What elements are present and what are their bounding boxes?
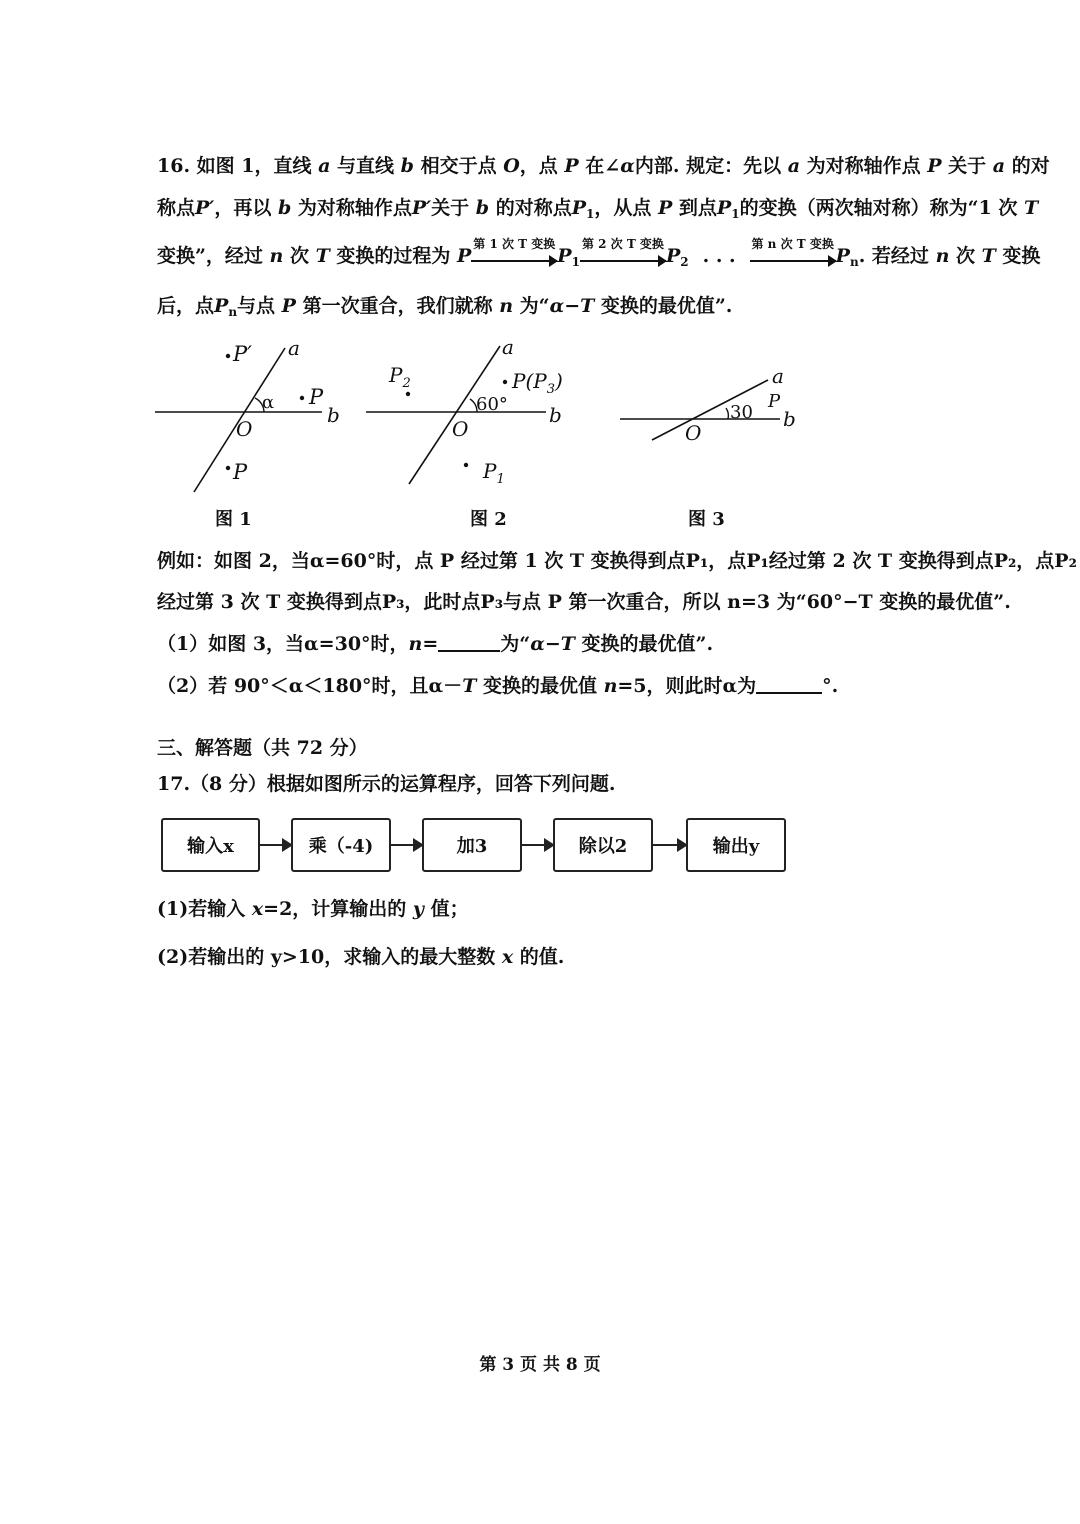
point-p1: [464, 463, 468, 467]
var-n: n: [603, 675, 618, 697]
flow-input-box: 输入x: [161, 818, 260, 872]
var-O: O: [503, 155, 520, 177]
text: 称点: [157, 197, 196, 219]
flow-multiply-box: 乘（-4): [291, 818, 391, 872]
label-o: O: [685, 421, 702, 445]
text: 为“: [513, 295, 550, 317]
text: 变换的过程为: [329, 245, 457, 267]
label-pprime: P′: [233, 342, 252, 366]
label-p: P: [309, 385, 324, 409]
var-T: T: [315, 245, 330, 267]
text: 为对称轴作点: [291, 197, 412, 219]
text: 关于: [941, 155, 993, 177]
var-x: x: [251, 898, 264, 920]
label-a: a: [288, 336, 300, 360]
subscript: 2: [680, 255, 689, 269]
text: 的对: [1005, 155, 1050, 177]
answer-blank[interactable]: [438, 632, 500, 652]
var-alpha: α: [620, 155, 635, 177]
subscript: 1: [731, 207, 740, 221]
q17-part-1: [157, 897, 469, 921]
var-P: P: [281, 295, 296, 317]
var-P: P: [927, 155, 942, 177]
point-p: [503, 380, 507, 384]
var-alpha-T: α−T: [530, 633, 575, 655]
arrow-right-icon: [580, 260, 666, 262]
var-P: P: [564, 155, 579, 177]
ellipsis: . . .: [702, 245, 736, 267]
text: . 若经过: [858, 245, 936, 267]
var-T: T: [1023, 197, 1039, 219]
label-p: P: [768, 391, 781, 412]
transform-step-2: [580, 237, 666, 274]
var-a: a: [318, 155, 331, 177]
text: 次: [949, 245, 982, 267]
q17-part-2: [157, 945, 564, 969]
figure-3: [620, 364, 796, 445]
var-b: b: [277, 197, 292, 219]
text: 后，点: [157, 295, 215, 317]
label-p2: $P_2$: [389, 363, 411, 391]
var-x: x: [501, 946, 514, 968]
arrow-right-icon: [391, 844, 422, 846]
q16-line-1: [157, 154, 1050, 178]
label-alpha: α: [262, 392, 275, 413]
text: 的值.: [513, 946, 565, 968]
page-number: 第 3 页 共 8 页: [479, 1355, 601, 1375]
text: 关于: [431, 197, 476, 219]
var-P1: P: [571, 197, 586, 219]
var-Pn: P: [835, 245, 850, 267]
point-pprime: [226, 354, 230, 358]
q17-stem: 17.（8 分）根据如图所示的运算程序，回答下列问题.: [157, 773, 616, 795]
text: 值；: [423, 898, 469, 920]
label-b: b: [549, 403, 562, 427]
text: =5，则此时α为: [617, 675, 757, 697]
arrow-right-icon: [260, 844, 291, 846]
label-60: 60°: [476, 394, 508, 415]
text: ，再以: [214, 197, 278, 219]
var-P: P: [657, 197, 673, 219]
text: 变换的最优值: [476, 675, 604, 697]
example-line-1: 例如：如图 2，当α=60°时，点 P 经过第 1 次 T 变换得到点P₁，点P₁经过第 2 次 T 变换得到点P₂，点P₂: [157, 550, 1077, 572]
text: 16. 如图 1，直线: [157, 155, 319, 177]
text: 变换: [995, 245, 1041, 267]
label-p-p3: $P(P_3)$: [512, 369, 563, 397]
label-a: a: [772, 364, 784, 388]
var-n: n: [499, 295, 514, 317]
step-label: 第 2 次 T 变换: [581, 237, 664, 251]
text: 内部. 规定：先以: [634, 155, 788, 177]
text: 变换”，经过: [157, 245, 270, 267]
transform-step-n: [750, 237, 836, 274]
flow-add-box: 加3: [422, 818, 522, 872]
step-label: 第 n 次 T 变换: [751, 237, 834, 251]
flow-divide-box: 除以2: [553, 818, 653, 872]
text: 变换的最优值”.: [574, 633, 714, 655]
label-b: b: [783, 407, 796, 431]
var-Pn: P: [214, 295, 229, 317]
arrow-right-icon: [522, 844, 553, 846]
var-P1: P: [557, 245, 572, 267]
var-P1: P: [716, 197, 732, 219]
var-n: n: [935, 245, 950, 267]
text: °.: [822, 675, 839, 697]
arrow-right-icon: [471, 260, 557, 262]
label-o: O: [452, 417, 469, 441]
section-3-title: 三、解答题（共 72 分）: [157, 737, 368, 759]
point-p: [300, 396, 304, 400]
geometry-figures: [0, 330, 1080, 500]
text: （2）若 90°＜α＜180°时，且α－: [157, 675, 463, 697]
var-T: T: [462, 675, 477, 697]
text: =2，计算输出的: [263, 898, 413, 920]
q16-part-2: [157, 674, 838, 698]
text: 变换的最优值”.: [594, 295, 733, 317]
q16-part-1: [157, 632, 713, 656]
answer-blank[interactable]: [756, 674, 822, 694]
angle-arc: [726, 408, 728, 419]
q16-line-3: [157, 237, 1041, 274]
figure-1-caption: 图 1: [215, 509, 252, 530]
label-a: a: [502, 335, 514, 359]
text: 次: [283, 245, 316, 267]
step-label: 第 1 次 T 变换: [473, 237, 556, 251]
var-y: y: [412, 898, 424, 920]
q16-line-4: [157, 294, 732, 324]
text: ，点: [519, 155, 565, 177]
var-n: n: [408, 633, 423, 655]
text: 在∠: [578, 155, 621, 177]
var-b: b: [400, 155, 414, 177]
text: (2)若输出的 y>10，求输入的最大整数: [157, 946, 502, 968]
var-a: a: [992, 155, 1006, 177]
flow-output-box: 输出y: [686, 818, 786, 872]
subscript: n: [849, 255, 859, 269]
label-p-reflect: P: [233, 460, 248, 484]
text: 为“: [500, 633, 531, 655]
text: (1)若输入: [157, 898, 252, 920]
example-line-2: 经过第 3 次 T 变换得到点P₃，此时点P₃与点 P 第一次重合，所以 n=3 为“60°−T 变换的最优值”.: [157, 591, 1011, 613]
var-Pprime: P′: [195, 197, 215, 219]
var-P2: P: [665, 245, 681, 267]
subscript: 1: [586, 207, 595, 221]
text: 相交于点: [413, 155, 504, 177]
text: ，从点: [594, 197, 658, 219]
figure-2-caption: 图 2: [470, 509, 507, 530]
point-p2: [406, 392, 410, 396]
var-n: n: [269, 245, 284, 267]
transform-step-1: [471, 237, 557, 274]
arrow-right-icon: [750, 260, 836, 262]
text: =: [422, 633, 439, 655]
var-Pprime: P′: [411, 197, 432, 219]
point-p-reflect: [226, 466, 230, 470]
var-a: a: [787, 155, 801, 177]
subscript: 1: [571, 255, 580, 269]
var-P: P: [456, 245, 472, 267]
figure-1: [155, 336, 340, 492]
var-alpha-T: α−T: [549, 295, 595, 317]
text: 第一次重合，我们就称: [295, 295, 500, 317]
figure-2: [366, 335, 563, 487]
text: 的对称点: [489, 197, 572, 219]
label-o: O: [236, 417, 253, 441]
text: 为对称轴作点: [800, 155, 928, 177]
subscript: n: [228, 305, 238, 319]
figure-3-caption: 图 3: [688, 509, 725, 530]
arrow-right-icon: [653, 844, 686, 846]
text: 与直线: [330, 155, 401, 177]
q16-line-2: [157, 196, 1038, 226]
text: 的变换（两次轴对称）称为“1 次: [739, 197, 1024, 219]
text: 与点: [237, 295, 282, 317]
var-T: T: [981, 245, 996, 267]
text: （1）如图 3，当α=30°时，: [157, 633, 409, 655]
label-30: 30: [730, 402, 753, 423]
label-p1: $P_1$: [483, 459, 505, 487]
var-b: b: [475, 197, 490, 219]
text: 到点: [672, 197, 717, 219]
label-b: b: [327, 403, 340, 427]
